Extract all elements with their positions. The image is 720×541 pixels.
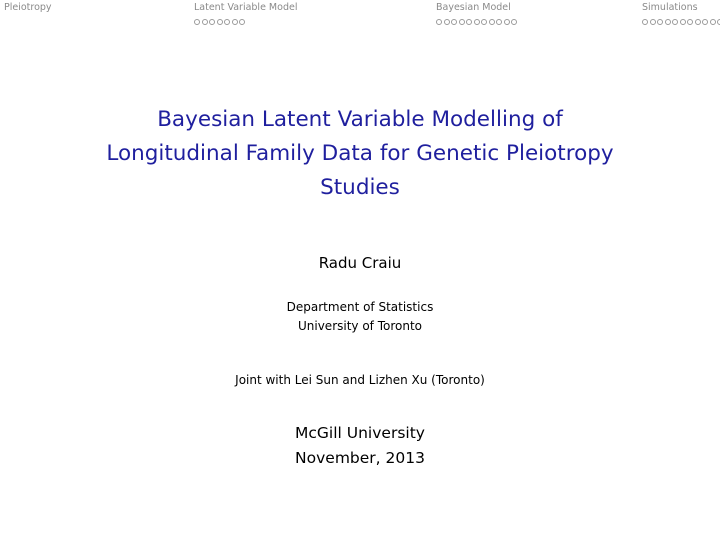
- nav-section-pleiotropy[interactable]: [4, 2, 52, 34]
- venue-date: November, 2013: [295, 449, 425, 467]
- nav-title-latent-variable-model[interactable]: Latent Variable Model: [194, 2, 298, 13]
- nav-dot[interactable]: [209, 19, 215, 25]
- nav-title-pleiotropy[interactable]: Pleiotropy: [4, 2, 52, 13]
- nav-dot[interactable]: [459, 19, 465, 25]
- nav-dot[interactable]: [650, 19, 656, 25]
- venue-place: McGill University: [295, 424, 425, 442]
- affiliation: [0, 298, 720, 336]
- nav-section-simulations[interactable]: [642, 2, 720, 34]
- nav-dot[interactable]: [444, 19, 450, 25]
- slide-title-line-1: Bayesian Latent Variable Modelling of: [157, 107, 563, 132]
- joint-authors: Joint with Lei Sun and Lizhen Xu (Toronto): [235, 373, 485, 387]
- slide-title-line-3: Studies: [320, 175, 400, 200]
- nav-dot[interactable]: [194, 19, 200, 25]
- nav-title-simulations[interactable]: Simulations: [642, 2, 698, 13]
- nav-dot[interactable]: [702, 19, 708, 25]
- nav-dots-latent-variable-model: [194, 19, 297, 25]
- slide-title-line-2: Longitudinal Family Data for Genetic Pleiotropy: [106, 141, 614, 166]
- nav-dot[interactable]: [474, 19, 480, 25]
- nav-dot[interactable]: [511, 19, 517, 25]
- nav-dot[interactable]: [451, 19, 457, 25]
- nav-section-bayesian-model[interactable]: [436, 2, 517, 34]
- navigation-bar: [0, 0, 720, 36]
- nav-dot[interactable]: [710, 19, 716, 25]
- nav-dot[interactable]: [489, 19, 495, 25]
- nav-dot[interactable]: [481, 19, 487, 25]
- author-name: Radu Craiu: [318, 254, 402, 272]
- nav-dot[interactable]: [665, 19, 671, 25]
- nav-section-latent-variable-model[interactable]: [194, 2, 297, 34]
- nav-dot[interactable]: [496, 19, 502, 25]
- nav-dots-bayesian-model: [436, 19, 517, 25]
- department: Department of Statistics: [286, 300, 434, 314]
- nav-dots-simulations: [642, 19, 720, 25]
- nav-dot[interactable]: [680, 19, 686, 25]
- nav-dot[interactable]: [217, 19, 223, 25]
- nav-dot[interactable]: [657, 19, 663, 25]
- nav-dot[interactable]: [695, 19, 701, 25]
- nav-dot[interactable]: [232, 19, 238, 25]
- nav-dot[interactable]: [504, 19, 510, 25]
- nav-dot[interactable]: [642, 19, 648, 25]
- slide-title: [40, 103, 680, 205]
- nav-dot[interactable]: [436, 19, 442, 25]
- nav-dot[interactable]: [202, 19, 208, 25]
- nav-dot[interactable]: [466, 19, 472, 25]
- university: University of Toronto: [297, 319, 423, 333]
- nav-dot[interactable]: [239, 19, 245, 25]
- nav-title-bayesian-model[interactable]: Bayesian Model: [436, 2, 511, 13]
- nav-dot[interactable]: [687, 19, 693, 25]
- nav-dot[interactable]: [224, 19, 230, 25]
- venue: [0, 421, 720, 471]
- nav-dot[interactable]: [672, 19, 678, 25]
